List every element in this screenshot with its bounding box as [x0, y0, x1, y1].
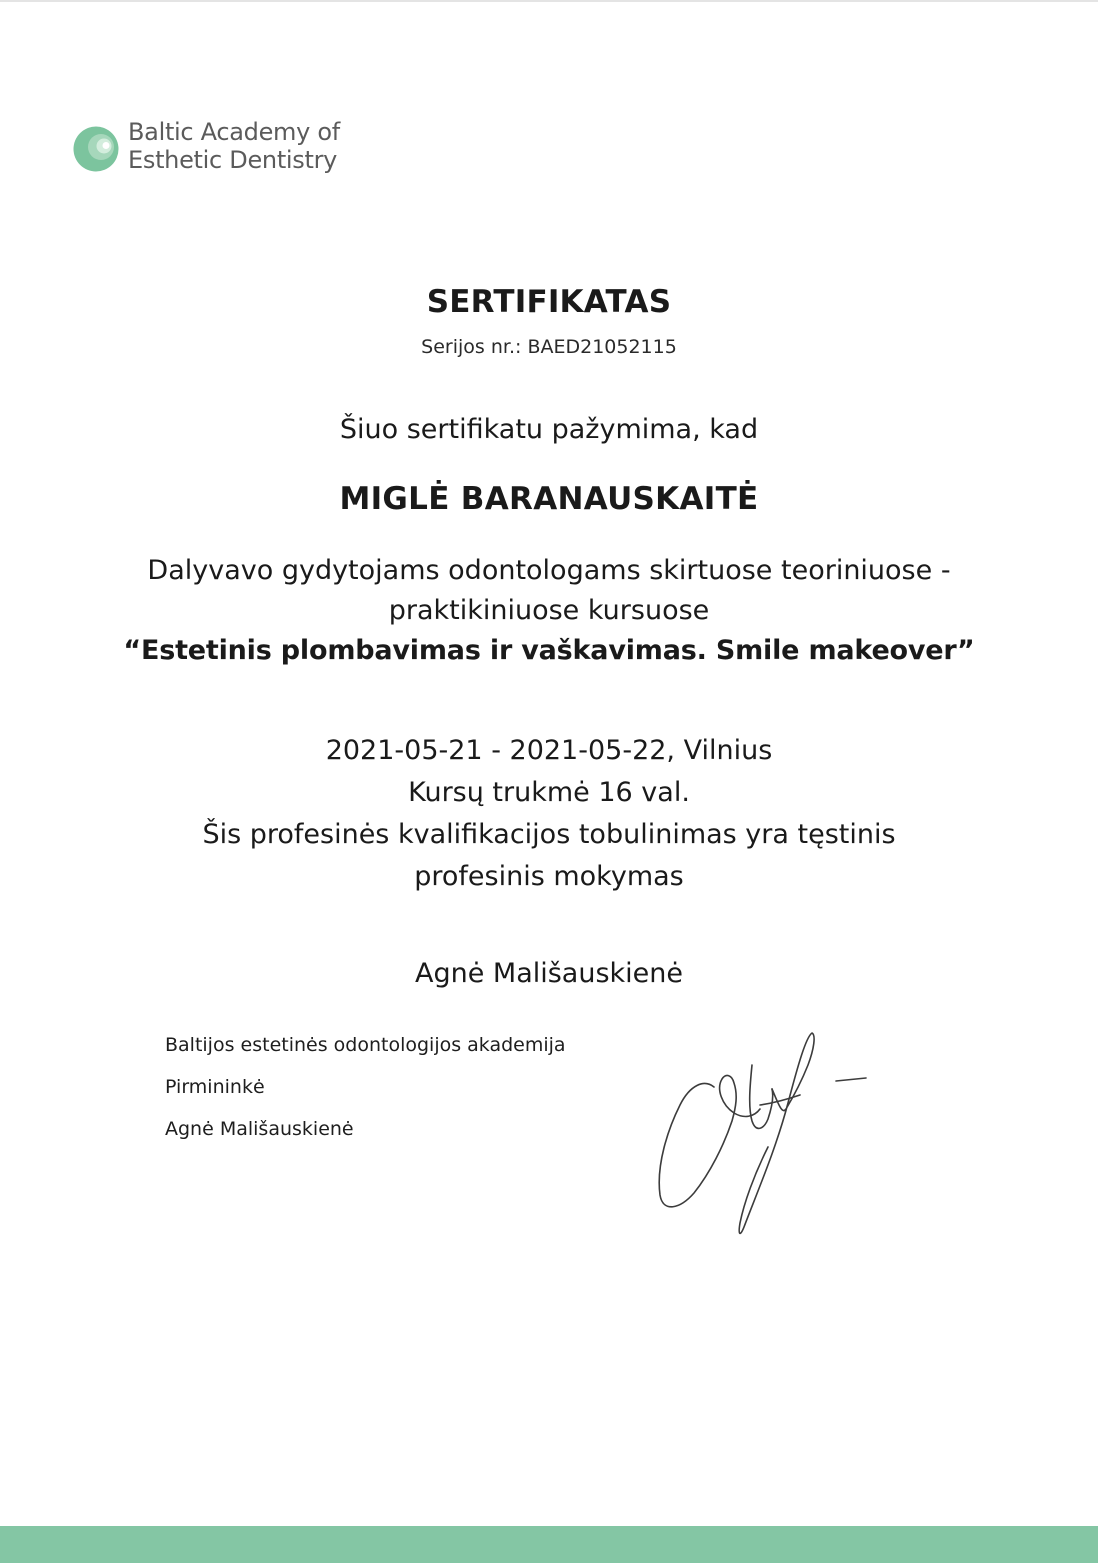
footer-color-bar	[0, 1526, 1098, 1563]
serial-number: Serijos nr.: BAED21052115	[421, 336, 677, 358]
training-note-line-2: profesinis mokymas	[414, 861, 684, 892]
signature-role: Pirmininkė	[165, 1076, 265, 1098]
concentric-circles-logo-icon	[73, 126, 119, 172]
course-title: “Estetinis plombavimas ir vaškavimas. Smile makeover”	[123, 635, 975, 666]
academy-logo	[73, 118, 393, 180]
training-note-line-1: Šis profesinės kvalifikacijos tobulinimas yra tęstinis	[202, 819, 896, 850]
course-dates: 2021-05-21 - 2021-05-22, Vilnius	[325, 735, 773, 766]
top-border	[0, 0, 1098, 2]
certificate-intro: Šiuo sertifikatu pažymima, kad	[339, 414, 759, 445]
logo-line-1: Baltic Academy of	[128, 118, 340, 146]
course-description-line-2: praktikiniuose kursuose	[388, 595, 710, 626]
course-description-line-1: Dalyvavo gydytojams odontologams skirtuose teoriniuose -	[147, 555, 951, 586]
signer-name: Agnė Mališauskienė	[414, 958, 684, 989]
signature-printed-name: Agnė Mališauskienė	[165, 1118, 354, 1140]
handwritten-signature	[650, 1025, 880, 1245]
logo-text	[128, 118, 340, 174]
recipient-name: MIGLĖ BARANAUSKAITĖ	[339, 481, 759, 517]
course-duration: Kursų trukmė 16 val.	[408, 777, 690, 808]
logo-line-2: Esthetic Dentistry	[128, 146, 338, 174]
certificate-title: SERTIFIKATAS	[426, 284, 672, 320]
signature-organization: Baltijos estetinės odontologijos akademija	[165, 1034, 566, 1056]
